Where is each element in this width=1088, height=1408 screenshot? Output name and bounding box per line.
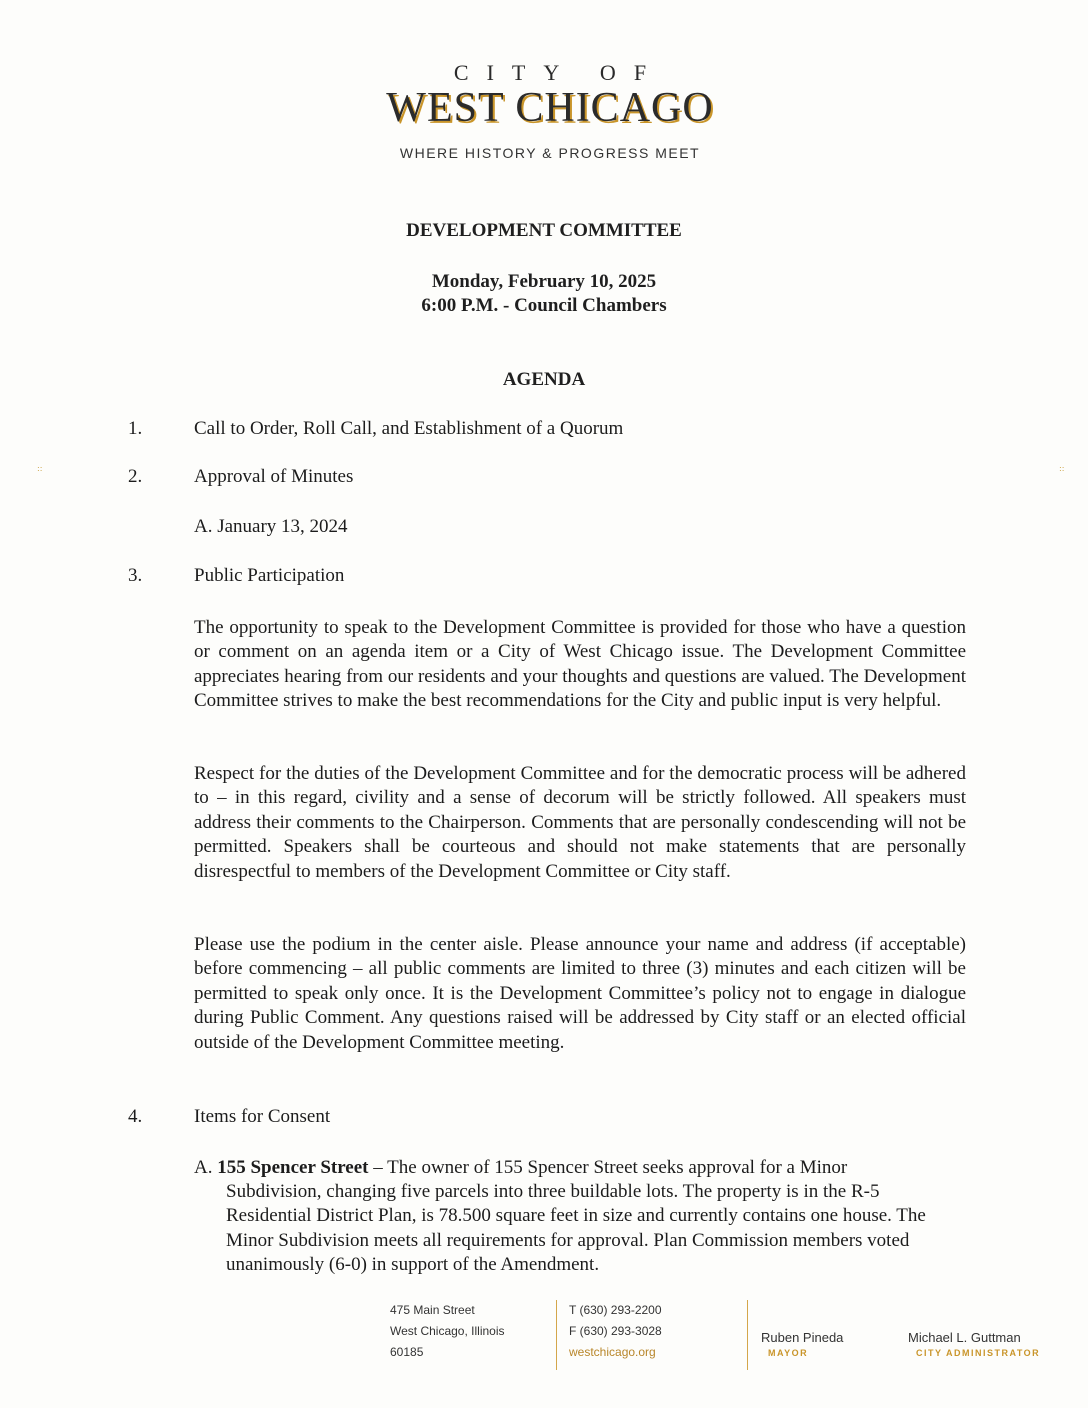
footer-website-link[interactable]: westchicago.org [569, 1345, 656, 1359]
margin-mark: :: [37, 464, 43, 473]
margin-mark: :: [1059, 464, 1065, 473]
public-participation-paragraph: Please use the podium in the center aisle. Please announce your name and address (if acceptable) before commencing – all public comments are limited to three (3) minutes and each citizen will be permitted to speak only once. It is the Development Committee’s policy not to engage in dialogue during Public Comment. Any questions raised will be addressed by City staff or an elected official outside of the Development Committee meeting. [194, 934, 966, 1053]
administrator-name: Michael L. Guttman [908, 1330, 1021, 1345]
item-number: 4. [128, 1106, 143, 1127]
consent-item-title: 155 Spencer Street [217, 1157, 369, 1178]
city-logo [360, 60, 740, 130]
consent-item-a-first-line [194, 1156, 966, 1180]
item-label: Items for Consent [194, 1106, 331, 1127]
item-number: 2. [128, 466, 143, 487]
minutes-subitem: A. January 13, 2024 [194, 516, 348, 537]
administrator-role: CITY ADMINISTRATOR [916, 1348, 1041, 1358]
consent-item-intro: – The owner of 155 Spencer Street seeks approval for a Minor [368, 1157, 848, 1178]
logo-city-name: WEST CHICAGO [386, 85, 714, 131]
committee-title: DEVELOPMENT COMMITTEE [406, 220, 682, 241]
footer-contact [569, 1300, 662, 1363]
consent-item-letter: A. [194, 1157, 213, 1178]
consent-item-body: Subdivision, changing five parcels into three buildable lots. The property is in the R-5 Residential District Plan, is 78.500 square feet in size and currently contains one house. The Minor Subdivision meets all requirements for approval. Plan Commission members voted unanimously (6-0) in support of the Amendment. [226, 1181, 926, 1276]
agenda-title: AGENDA [502, 369, 586, 390]
footer-administrator [908, 1329, 1040, 1359]
item-label: Approval of Minutes [194, 466, 354, 487]
item-label: Call to Order, Roll Call, and Establishment of a Quorum [194, 418, 624, 439]
tagline: WHERE HISTORY & PROGRESS MEET [399, 145, 701, 161]
item-label: Public Participation [194, 565, 345, 586]
footer-city: West Chicago, Illinois [390, 1324, 505, 1338]
footer-address [390, 1300, 505, 1363]
mayor-name: Ruben Pineda [761, 1330, 844, 1345]
public-participation-paragraph: The opportunity to speak to the Development Committee is provided for those who have a question or comment on an agenda item or a City of West Chicago issue. The Development Committee appreciates hearing from our residents and your thoughts and questions are valued. The Development Committee strives to make the best recommendations for the City and public input is very helpful. [194, 617, 966, 712]
footer-divider [556, 1300, 557, 1370]
footer-street: 475 Main Street [390, 1303, 475, 1317]
footer-fax: F (630) 293-3028 [569, 1324, 662, 1338]
mayor-role: MAYOR [768, 1348, 809, 1358]
meeting-date: Monday, February 10, 2025 [431, 271, 657, 292]
footer-divider [747, 1300, 748, 1370]
footer-mayor [761, 1329, 843, 1359]
footer-phone: T (630) 293-2200 [569, 1303, 662, 1317]
item-number: 3. [128, 565, 143, 586]
meeting-time-place: 6:00 P.M. - Council Chambers [421, 295, 667, 316]
item-number: 1. [128, 418, 143, 439]
logo-city-of: CITY OF [453, 60, 665, 85]
footer-zip: 60185 [390, 1345, 424, 1359]
public-participation-paragraph: Respect for the duties of the Development Committee and for the democratic process will be adhered to – in this regard, civility and a sense of decorum will be strictly followed. All speakers must address their comments to the Chairperson. Comments that are personally condescending will not be permitted. Speakers shall be courteous and should not make statements that are personally disrespectful to members of the Development Committee or City staff. [194, 763, 966, 882]
